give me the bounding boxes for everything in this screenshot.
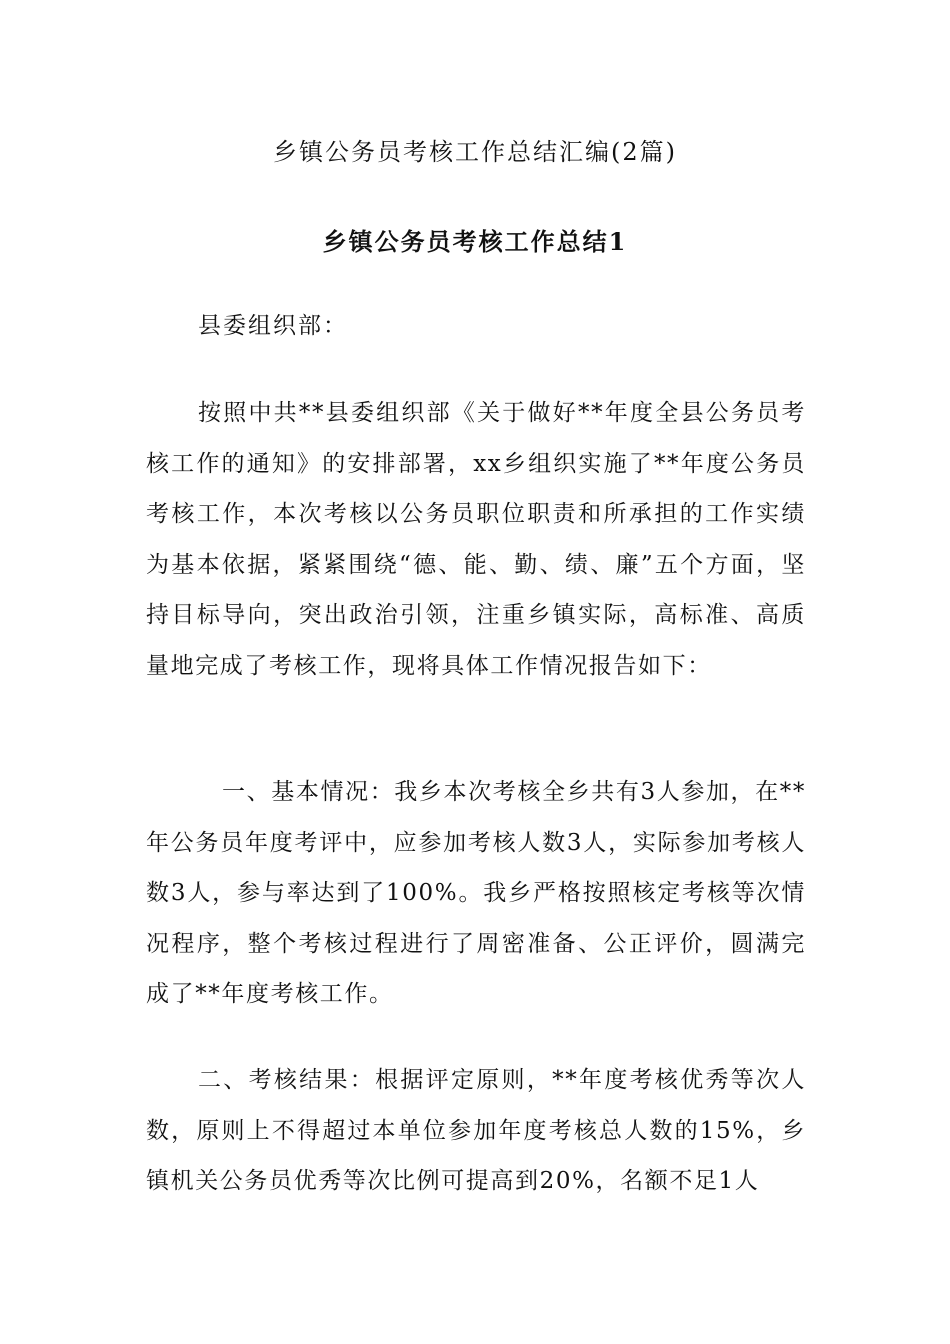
- document-title: 乡镇公务员考核工作总结汇编(2篇): [273, 138, 677, 166]
- paragraph-basic-situation: 一、基本情况：我乡本次考核全乡共有3人参加，在**年公务员年度考评中，应参加考核人数3人，实际参加考核人数3人，参与率达到了100%。我乡严格按照核定考核等次情况程序，整个考核过程进行了周密准备、公正评价，圆满完成了**年度考核工作。: [146, 779, 806, 1007]
- salutation: 县委组织部：: [198, 313, 348, 339]
- paragraph-intro: 按照中共**县委组织部《关于做好**年度全县公务员考核工作的通知》的安排部署，xx乡组织实施了**年度公务员考核工作，本次考核以公务员职位职责和所承担的工作实绩为基本依据，紧紧围绕“德、能、勤、绩、廉”五个方面，坚持目标导向，突出政治引领，注重乡镇实际，高标准、高质量地完成了考核工作，现将具体工作情况报告如下：: [146, 400, 806, 679]
- section-title: 乡镇公务员考核工作总结1: [322, 227, 628, 256]
- paragraph-assessment-results: 二、考核结果：根据评定原则，**年度考核优秀等次人数，原则上不得超过本单位参加年度考核总人数的15%，乡镇机关公务员优秀等次比例可提高到20%，名额不足1人: [146, 1067, 806, 1194]
